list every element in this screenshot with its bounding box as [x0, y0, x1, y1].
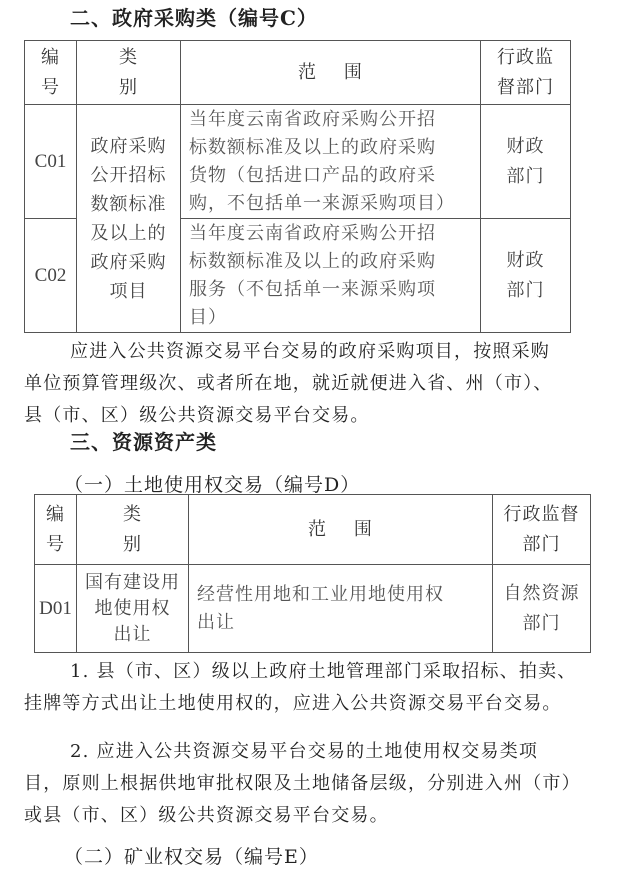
table-row [35, 565, 591, 653]
header-category: 类 别 [77, 495, 189, 565]
row-code: D01 [35, 565, 77, 653]
subsection-heading-mining-rights: （二）矿业权交易（编号E） [64, 846, 319, 868]
header-dept: 行政监督 部门 [493, 495, 591, 565]
header-dept: 行政监 督部门 [481, 41, 571, 105]
row-category: 国有建设用 地使用权 出让 [77, 565, 189, 653]
row-code: C02 [25, 219, 77, 333]
header-number: 编 号 [25, 41, 77, 105]
subsection-heading-land-use: （一）土地使用权交易（编号D） [64, 474, 361, 496]
header-number: 编 号 [35, 495, 77, 565]
merged-category-cell: 政府采购 公开招标 数额标准 及以上的 政府采购 项目 [77, 105, 181, 333]
row-dept: 财政 部门 [481, 219, 571, 333]
header-scope: 范 围 [181, 41, 481, 105]
land-use-paragraph-2: 2. 应进入公共资源交易平台交易的土地使用权交易类项 目，原则上根据供地审批权限及土地储备层级，分别进入州（市） 或县（市、区）级公共资源交易平台交易。 [24, 741, 581, 826]
table-row [25, 105, 571, 219]
section-heading-resource-assets: 三、资源资产类 [70, 430, 217, 454]
row-dept: 财政 部门 [481, 105, 571, 219]
header-category: 类 别 [77, 41, 181, 105]
land-use-paragraph-1: 1. 县（市、区）级以上政府土地管理部门采取招标、拍卖、 挂牌等方式出让土地使用权的，应进入公共资源交易平台交易。 [24, 661, 577, 714]
row-scope: 经营性用地和工业用地使用权 出让 [189, 565, 493, 653]
row-dept: 自然资源 部门 [493, 565, 591, 653]
section-heading-government-procurement: 二、政府采购类（编号C） [70, 6, 318, 30]
row-code: C01 [25, 105, 77, 219]
table-header-row [25, 41, 571, 105]
procurement-table [24, 40, 571, 333]
procurement-note: 应进入公共资源交易平台交易的政府采购项目，按照采购 单位预算管理级次、或者所在地，就近就便进入省、州（市）、 县（市、区）级公共资源交易平台交易。 [24, 341, 553, 426]
header-scope: 范 围 [189, 495, 493, 565]
row-scope: 当年度云南省政府采购公开招 标数额标准及以上的政府采购 服务（不包括单一来源采购项 目） [181, 219, 481, 333]
land-use-table [34, 494, 591, 653]
row-scope: 当年度云南省政府采购公开招 标数额标准及以上的政府采购 货物（包括进口产品的政府采 购，不包括单一来源采购项目） [181, 105, 481, 219]
table-header-row [35, 495, 591, 565]
